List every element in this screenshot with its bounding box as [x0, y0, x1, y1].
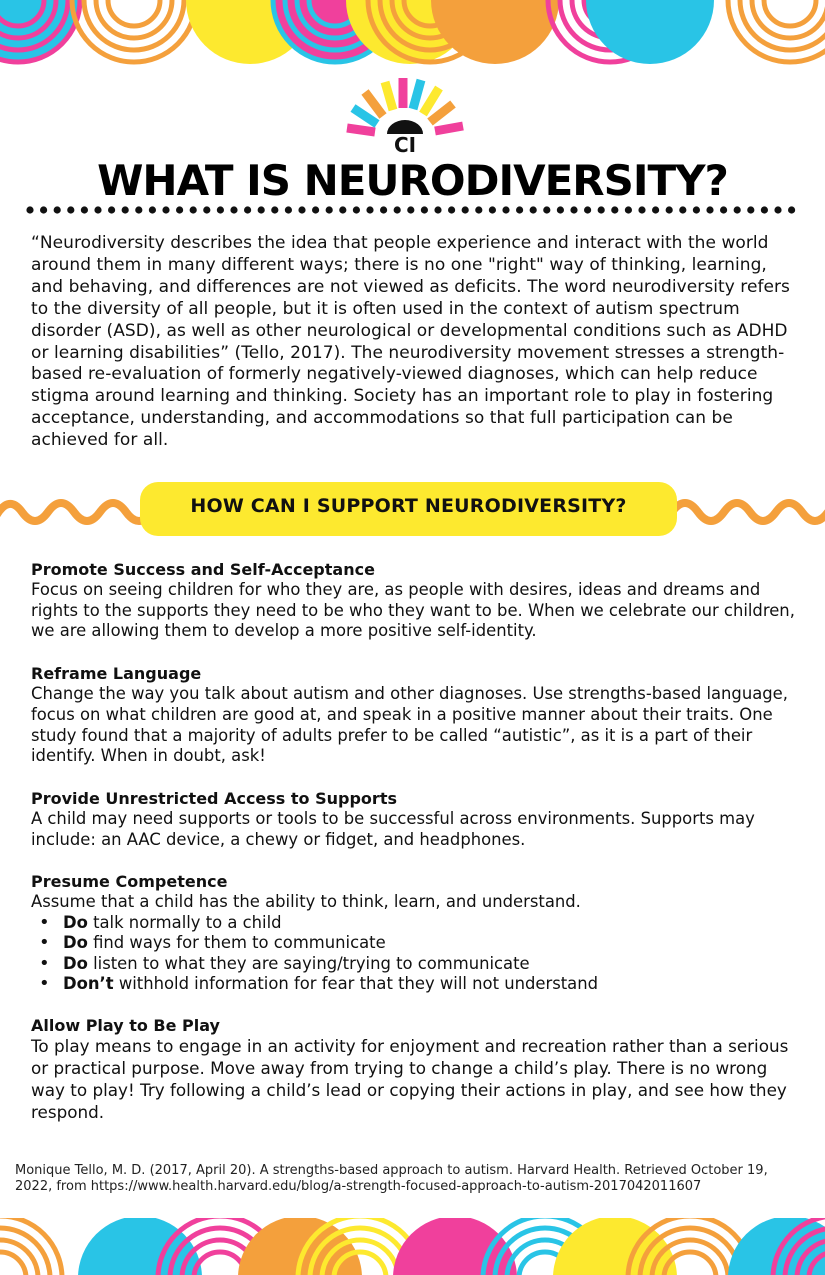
section-allow-play: [31, 1016, 801, 1123]
list-item: [37, 933, 801, 953]
cyan-half-disc-2: [586, 0, 714, 64]
section-heading: Reframe Language: [31, 664, 202, 684]
dotted-divider: [26, 203, 796, 217]
orange-arc-rings: [0, 1218, 62, 1275]
section-heading: Allow Play to Be Play: [31, 1016, 220, 1036]
section-promote-success: [31, 560, 801, 642]
list-item-text: talk normally to a child: [87, 913, 282, 933]
section-heading: Promote Success and Self-Acceptance: [31, 560, 375, 579]
bottom-decorative-band: [0, 1218, 825, 1275]
section-body: To play means to engage in an activity for enjoyment and recreation rather than a serious or practical purpose. Move away from trying to change a child’s play. There is no wrong way to play! Try following a child’s lead or copying their actions in play, and see how they respond.: [31, 1036, 789, 1122]
list-item-text: listen to what they are saying/trying to communicate: [87, 953, 530, 973]
section-presume-competence: [31, 872, 801, 994]
intro-paragraph: “Neurodiversity describes the idea that people experience and interact with the world around them in many different ways; there is no one "right" way of thinking, learning, and behaving, and differences are not viewed as deficits. The word neurodiversity refers to the diversity of all people, but it is often used in the context of autism spectrum disorder (ASD), as well as other neurological or developmental conditions such as ADHD or learning disabilities” (Tello, 2017). The neurodiversity movement stresses a strength-based re-evaluation of formerly negatively-viewed diagnoses, which can help reduce stigma around learning and thinking. Society has an important role to play in fostering acceptance, understanding, and accommodations so that full participation can be achieved for all.: [31, 233, 790, 451]
support-sections: [31, 560, 801, 1145]
section-body: Focus on seeing children for who they are, as people with desires, ideas and dreams and rights to the supports they need to be who they want to be. When we celebrate our children, we are allowing them to develop a more positive self-identity.: [31, 580, 795, 641]
logo-letters: CI: [393, 133, 417, 156]
reference-citation: Monique Tello, M. D. (2017, April 20). A strengths-based approach to autism. Harvard Health. Retrieved October 19, 2022, from https://www.health.harvard.edu/blog/a-strength-focused-approach-to-autism-2017042011607: [15, 1163, 768, 1194]
page-title: WHAT IS NEURODIVERSITY?: [97, 156, 728, 205]
subheading: HOW CAN I SUPPORT NEURODIVERSITY?: [190, 495, 627, 517]
section-access-supports: [31, 789, 801, 850]
section-reframe-language: [31, 664, 801, 767]
section-heading: Provide Unrestricted Access to Supports: [31, 788, 397, 808]
orange-half-disc: [431, 0, 559, 64]
section-body: A child may need supports or tools to be successful across environments. Supports may include: an AAC device, a chewy or fidget, and headphones.: [31, 808, 755, 849]
list-item-text: withhold information for fear that they will not understand: [113, 973, 599, 993]
section-heading: Presume Competence: [31, 872, 228, 892]
list-item-text: find ways for them to communicate: [87, 933, 386, 953]
list-item: [37, 913, 801, 933]
list-item-bold: Do: [63, 933, 88, 953]
competence-list: [31, 913, 801, 994]
list-item-bold: Do: [63, 913, 88, 933]
list-item-bold: Don’t: [63, 973, 114, 993]
ci-logo: [340, 72, 470, 156]
list-item: [37, 954, 801, 974]
section-body: Change the way you talk about autism and other diagnoses. Use strengths-based language, focus on what children are good at, and speak in a positive manner about their traits. One study found that a majority of adults prefer to be called “autistic”, as it is a part of their identify. When in doubt, ask!: [31, 684, 788, 766]
list-item: [37, 974, 801, 994]
orange-arc-rings-3: [728, 0, 825, 62]
section-body: Assume that a child has the ability to think, learn, and understand.: [31, 892, 581, 912]
list-item-bold: Do: [63, 953, 88, 973]
orange-arc-rings: [72, 0, 196, 62]
top-decorative-band: [0, 0, 825, 70]
